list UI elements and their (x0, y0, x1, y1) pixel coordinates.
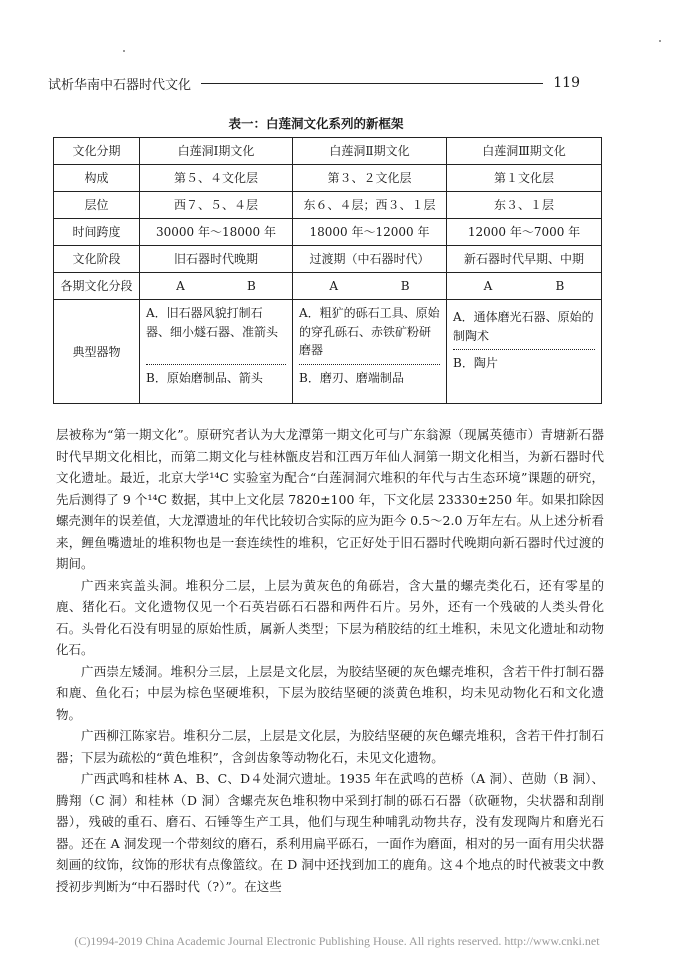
subphase-b: B (400, 279, 410, 293)
table-cell: 东６、４层；西３、１层 (293, 192, 447, 219)
table-row (54, 246, 602, 273)
row-label: 时间跨度 (54, 219, 140, 246)
row-label: 各期文化分段 (54, 273, 140, 300)
header-rule (201, 83, 543, 84)
table-caption: 表一：白莲洞文化系列的新框架 (228, 116, 404, 131)
table-row (54, 219, 602, 246)
subphase-b: B (555, 279, 565, 293)
table-cell (293, 300, 447, 404)
column-header: 文化分期 (54, 138, 140, 165)
body-text (56, 424, 604, 897)
row-label: 层位 (54, 192, 140, 219)
scan-speck (123, 50, 125, 52)
table-cell: 东３、１层 (447, 192, 602, 219)
table-cell: 新石器时代早期、中期 (447, 246, 602, 273)
table-cell: 30000 年～18000 年 (140, 219, 293, 246)
paragraph: 广西武鸣和桂林 A、B、C、D４处洞穴遗址。1935 年在武鸣的芭桥（A 洞）、芭勋（B 洞）、腾翔（C 洞）和桂林（D 洞）含螺壳灰色堆积物中采到打制的砾石石器（砍砸物，尖状器和刮削器），残破的重石、磨石、石锤等生产工具，他们与现生种哺乳动物共存，没有发现陶片和磨光石器。还在 A 洞发现一个带刻纹的磨石，系利用扁平砾石，一面作为磨面，相对的另一面有用尖状器刻画的纹饰，纹饰的形状有点像篮纹。在 D 洞中还找到加工的鹿角。这４个地点的时代被裴文中教授初步判断为“中石器时代（?）”。在这些 (56, 771, 604, 894)
artifacts-phase-a: A．粗犷的砾石工具、原始的穿孔砾石、赤铁矿粉研磨器 (299, 306, 440, 358)
dotted-divider (299, 364, 440, 365)
page-number: 119 (553, 75, 580, 91)
row-label: 构成 (54, 165, 140, 192)
paragraph: 广西崇左矮洞。堆积分三层，上层是文化层，为胶结坚硬的灰色螺壳堆积，含若干件打制石器和鹿、鱼化石；中层为棕色坚硬堆积，下层为胶结坚硬的淡黄色堆积，均未见动物化石和文化遗物。 (56, 663, 604, 722)
row-label: 文化阶段 (54, 246, 140, 273)
table-row (54, 165, 602, 192)
table-row (54, 192, 602, 219)
subphase-b: B (247, 279, 256, 293)
artifacts-phase-b: B．磨刃、磨端制品 (299, 371, 404, 385)
artifacts-phase-a: A．旧石器风貌打制石器、细小燧石器、准箭头 (146, 306, 279, 339)
table-cell: 旧石器时代晚期 (140, 246, 293, 273)
chronology-table (53, 137, 602, 404)
table-header-row (54, 138, 602, 165)
dotted-divider (146, 364, 286, 365)
column-header: 白莲洞Ⅲ期文化 (447, 138, 602, 165)
table-cell: 过渡期（中石器时代） (293, 246, 447, 273)
table-cell (140, 273, 293, 300)
table-cell: 西７、５、４层 (140, 192, 293, 219)
artifacts-phase-a: A．通体磨光石器、原始的制陶术 (453, 310, 594, 343)
copyright-footer: (C)1994-2019 China Academic Journal Electronic Publishing House. All rights reserved. http://www.cnki.net (74, 934, 600, 948)
subphase-a: A (483, 279, 493, 293)
paragraph: 层被称为“第一期文化”。原研究者认为大龙潭第一期文化可与广东翁源（现属英德市）青塘新石器时代早期文化相比，而第二期文化与桂林甑皮岩和江西万年仙人洞第一期文化相当，为新石器时代文化遗址。最近，北京大学¹⁴C 实验室为配合“白莲洞洞穴堆积的年代与古生态环境”课题的研究，先后测得了 9 个¹⁴C 数据，其中上文化层 7820±100 年，下文化层 23330±250 年。如果扣除因螺壳测年的误差值，大龙潭遗址的年代比较切合实际的应为距今 0.5～2.0 万年左右。从上述分析看来，鲤鱼嘴遗址的堆积物也是一套连续性的堆积，它正好处于旧石器时代晚期向新石器时代过渡的期间。 (56, 427, 604, 571)
column-header: 白莲洞Ⅰ期文化 (140, 138, 293, 165)
paragraph: 广西来宾盖头洞。堆积分二层，上层为黄灰色的角砾岩，含大量的螺壳类化石，还有零星的鹿、猪化石。文化遗物仅见一个石英岩砾石石器和两件石片。另外，还有一个残破的人类头骨化石。头骨化石没有明显的原始性质，属新人类型；下层为稍胶结的红土堆积，未见文化遗址和动物化石。 (56, 577, 604, 657)
table-cell: 第１文化层 (447, 165, 602, 192)
artifacts-phase-b: B．陶片 (453, 356, 498, 371)
table-cell: 18000 年～12000 年 (293, 219, 447, 246)
table-cell (293, 273, 447, 300)
artifacts-phase-b: B．原始磨制品、箭头 (146, 371, 263, 385)
table-row-subphases (54, 273, 602, 300)
table-cell: 12000 年～7000 年 (447, 219, 602, 246)
subphase-a: A (329, 279, 339, 293)
table-cell (447, 273, 602, 300)
subphase-a: A (176, 279, 185, 293)
scan-speck (659, 40, 661, 42)
column-header: 白莲洞Ⅱ期文化 (293, 138, 447, 165)
row-label: 典型器物 (54, 300, 140, 404)
dotted-divider (453, 349, 595, 350)
table-row-artifacts (54, 300, 602, 404)
table-cell: 第５、４文化层 (140, 165, 293, 192)
running-title: 试析华南中石器时代文化 (48, 77, 192, 93)
running-header (48, 72, 580, 94)
table-cell (447, 300, 602, 404)
table-cell (140, 300, 293, 404)
table-cell: 第３、２文化层 (293, 165, 447, 192)
paragraph: 广西柳江陈家岩。堆积分二层，上层是文化层，为胶结坚硬的灰色螺壳堆积，含若干件打制石器；下层为疏松的“黄色堆积”，含剑齿象等动物化石，未见文化遗物。 (56, 728, 604, 765)
